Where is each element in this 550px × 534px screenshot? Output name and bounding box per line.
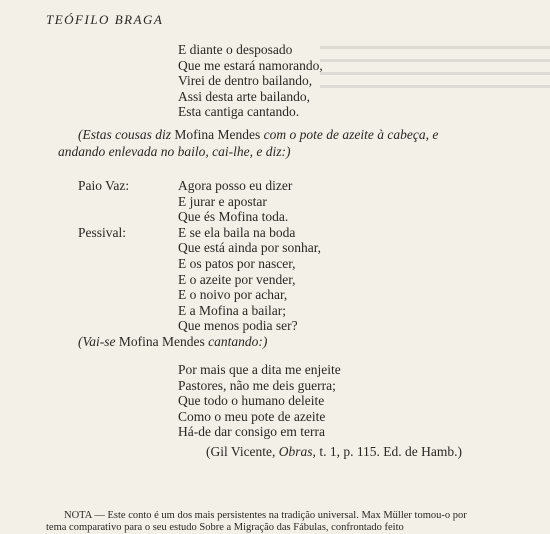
verse-stanza-2 <box>178 362 341 440</box>
dialogue-row <box>78 303 378 319</box>
stage-direction-1 <box>58 126 480 160</box>
citation-author: (Gil Vicente, <box>206 444 276 459</box>
running-header: TEÓFILO BRAGA <box>46 12 164 27</box>
dialogue-row <box>78 209 378 225</box>
dialogue-line: E se ela baila na boda <box>178 224 296 240</box>
dialogue-line: Que está ainda por sonhar, <box>178 240 322 256</box>
speaker-label <box>78 256 178 272</box>
speaker-label <box>78 194 178 210</box>
citation <box>206 444 462 460</box>
character-name: Mofina Mendes <box>118 334 205 349</box>
verse-line: Assi desta arte bailando, <box>178 88 310 104</box>
speaker-label <box>78 272 178 288</box>
stage-direction-open: (Vai-se <box>78 334 116 349</box>
stage-direction-rest: com o pote de azeite à cabeça, e andando enlevada no bailo, cai-lhe, e diz:) <box>58 127 439 159</box>
footnote: NOTA — Este conto é um dos mais persistentes na tradição universal. Max Müller tomou-o por tema comparativo para o seu estudo Sobre a Migração das Fábulas, confrontado feito <box>46 510 467 533</box>
speaker-label <box>78 318 178 334</box>
dialogue-line: E o azeite por vender, <box>178 271 296 287</box>
citation-rest: t. 1, p. 115. Ed. de Hamb.) <box>319 444 463 459</box>
dialogue-line: E jurar e apostar <box>178 193 267 209</box>
dialogue-line: Que menos podia ser? <box>178 318 298 334</box>
verse-line: Pastores, não me deis guerra; <box>178 377 336 393</box>
verse-line: Que todo o humano deleite <box>178 393 325 409</box>
dialogue-line: E os patos por nascer, <box>178 255 296 271</box>
citation-work: Obras, <box>278 444 316 459</box>
verse-line: Esta cantiga cantando. <box>178 104 300 120</box>
verse-line: Virei de dentro bailando, <box>178 73 313 89</box>
dialogue-row <box>78 240 378 256</box>
stage-direction-open: (Estas cousas diz <box>78 127 172 142</box>
dialogue-line: Agora posso eu dizer <box>178 178 293 193</box>
verse-line: Que me estará namorando, <box>178 57 323 73</box>
verse-line: E diante o desposado <box>178 42 293 57</box>
verse-line: Por mais que a dita me enjeite <box>178 362 341 377</box>
dialogue-row <box>78 178 378 194</box>
dialogue-row <box>78 272 378 288</box>
dialogue-row <box>78 318 378 334</box>
dialogue-row <box>78 287 378 303</box>
verse-line: Como o meu pote de azeite <box>178 408 326 424</box>
stage-direction-close: cantando:) <box>208 334 268 349</box>
verse-stanza-1 <box>178 42 323 120</box>
dialogue-line: E o noivo por achar, <box>178 287 288 303</box>
bleed-through-text: ▬▬▬▬▬▬▬▬▬▬▬▬▬▬▬▬▬▬▬▬▬▬▬ ▬▬▬▬▬▬▬▬▬▬▬▬▬▬▬▬▬▬▬▬▬▬▬ ▬▬▬▬▬▬▬▬▬▬▬▬▬▬▬▬▬▬▬▬▬▬▬ ▬▬▬▬▬▬▬▬▬▬▬▬▬▬▬▬▬▬▬▬▬▬▬ <box>320 41 550 91</box>
speaker-label <box>78 303 178 319</box>
dialogue-row <box>78 194 378 210</box>
dialogue-line: E a Mofina a bailar; <box>178 302 286 318</box>
stage-direction-2 <box>78 334 267 350</box>
character-name: Mofina Mendes <box>174 127 261 142</box>
speaker-label <box>78 209 178 225</box>
speaker-label <box>78 240 178 256</box>
dialogue-row <box>78 256 378 272</box>
speaker-label: Paio Vaz: <box>78 178 130 193</box>
speaker-label: Pessival: <box>78 224 127 240</box>
speaker-label <box>78 287 178 303</box>
dialogue-line: Que és Mofina toda. <box>178 209 289 225</box>
dialogue-row <box>78 225 378 241</box>
dialogue-block <box>78 178 378 334</box>
verse-line: Há-de dar consigo em terra <box>178 424 325 440</box>
